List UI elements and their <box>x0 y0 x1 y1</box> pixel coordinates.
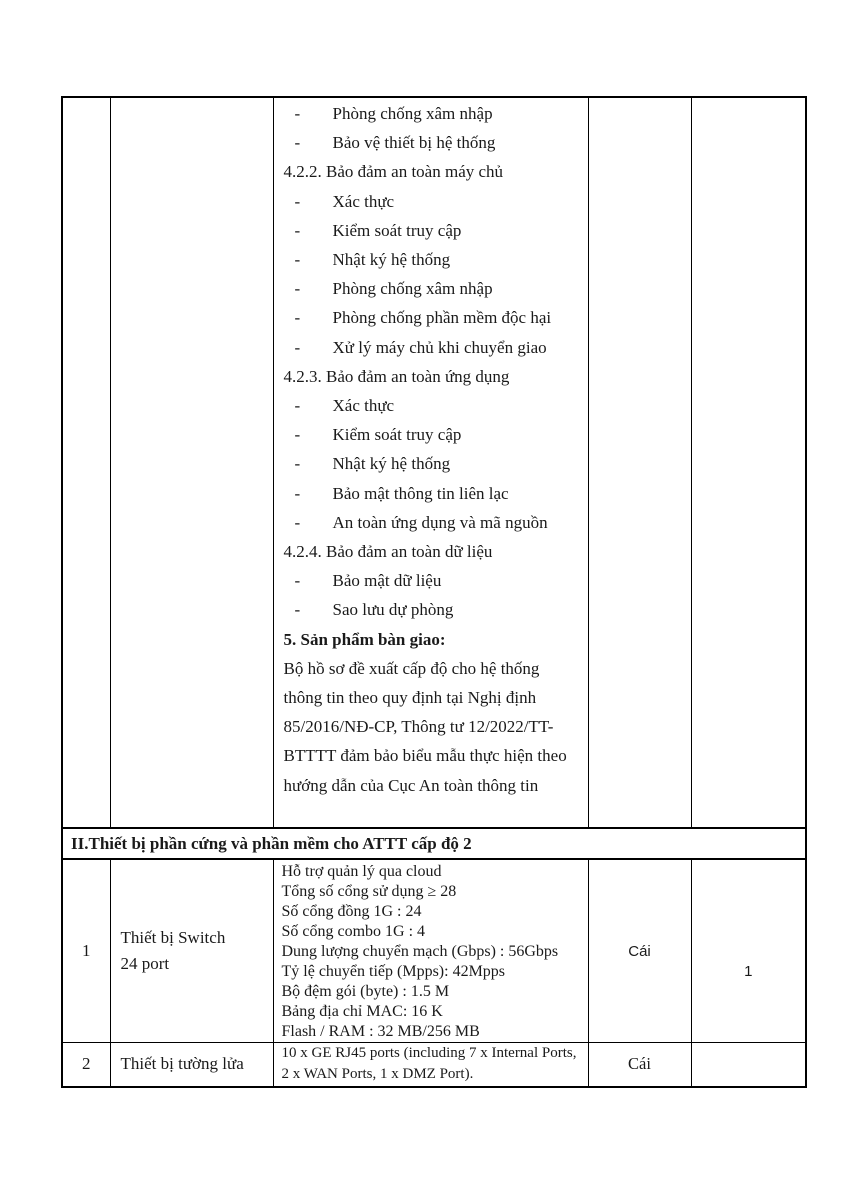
requirement-bullet: - Bảo vệ thiết bị hệ thống <box>274 128 588 157</box>
row1-qty-cell <box>691 859 806 1043</box>
spec-line: Số cổng đồng 1G : 24 <box>281 903 422 920</box>
spec-table <box>61 96 807 1088</box>
requirement-bullet: - Nhật ký hệ thống <box>274 245 588 274</box>
row1-specs-cell <box>273 859 588 1043</box>
bullet-dash: - <box>294 483 301 503</box>
requirement-bullet: - Xử lý máy chủ khi chuyển giao <box>274 333 588 362</box>
bullet-dash: - <box>294 454 301 474</box>
continuation-qty-cell <box>691 97 806 828</box>
spec-line: Bảng địa chỉ MAC: 16 K <box>281 1003 443 1020</box>
spec-line: Tổng số cổng sử dụng ≥ 28 <box>281 883 457 900</box>
requirement-bullet: - Xác thực <box>274 391 588 420</box>
requirement-bullet: - Phòng chống xâm nhập <box>274 99 588 128</box>
requirement-bullet: - An toàn ứng dụng và mã nguồn <box>274 508 588 537</box>
continuation-unit-cell <box>588 97 691 828</box>
requirement-bullet: - Kiểm soát truy cập <box>274 216 588 245</box>
section-title: II.Thiết bị phần cứng và phần mềm cho ATTT cấp độ 2 <box>71 834 472 853</box>
bullet-dash: - <box>294 133 301 153</box>
row2-stt: 2 <box>62 1043 110 1087</box>
bullet-dash: - <box>294 220 301 240</box>
spec-line: Số cổng combo 1G : 4 <box>281 923 426 940</box>
bullet-dash: - <box>294 104 301 123</box>
bullet-dash: - <box>294 571 301 591</box>
row2-desc: 10 x GE RJ45 ports (including 7 x Internal Ports, 2 x WAN Ports, 1 x DMZ Port). <box>281 1045 577 1083</box>
row2-unit: Cái <box>588 1043 691 1087</box>
spec-line: Bộ đệm gói (byte) : 1.5 M <box>281 983 450 1000</box>
requirement-bullet: - Sao lưu dự phòng <box>274 595 588 624</box>
bullet-dash: - <box>294 279 301 299</box>
row2-desc-cell <box>273 1043 588 1087</box>
requirements-list <box>274 98 588 827</box>
continuation-stt-cell <box>62 97 110 828</box>
row1-stt: 1 <box>62 859 110 1043</box>
continuation-name-cell <box>110 97 273 828</box>
deliverable-heading: 5. Sản phẩm bàn giao: <box>283 629 446 649</box>
requirement-bullet: - Bảo mật thông tin liên lạc <box>274 479 588 508</box>
requirement-bullet: - Phòng chống phần mềm độc hại <box>274 303 588 332</box>
continuation-desc-cell <box>273 97 588 828</box>
row2-name: Thiết bị tường lửa <box>120 1054 244 1074</box>
row1-name-cell <box>110 859 273 1043</box>
requirement-bullet: - Nhật ký hệ thống <box>274 449 588 478</box>
table-row <box>62 1043 806 1087</box>
bullet-dash: - <box>294 600 301 620</box>
requirement-heading: 4.2.4. Bảo đảm an toàn dữ liệu <box>283 542 493 562</box>
row2-name-cell <box>110 1043 273 1087</box>
requirement-bullet: - Phòng chống xâm nhập <box>274 274 588 303</box>
section-header-row <box>62 828 806 859</box>
row1-qty: 1 <box>744 962 753 980</box>
spec-line: Hỗ trợ quản lý qua cloud <box>281 863 442 880</box>
deliverable-paragraph: Bộ hồ sơ đề xuất cấp độ cho hệ thống thông tin theo quy định tại Nghị định 85/2016/NĐ-CP, Thông tư 12/2022/TT-BTTTT đảm bảo biểu mẫu thực hiện theo hướng dẫn của Cục An toàn thông tin <box>283 658 567 795</box>
bullet-dash: - <box>294 191 301 211</box>
bullet-dash: - <box>294 308 301 328</box>
spec-line: Tỷ lệ chuyển tiếp (Mpps): 42Mpps <box>281 963 506 980</box>
bullet-dash: - <box>294 250 301 270</box>
bullet-dash: - <box>294 425 301 445</box>
requirement-bullet: - Bảo mật dữ liệu <box>274 566 588 595</box>
spec-line: Dung lượng chuyển mạch (Gbps) : 56Gbps <box>281 943 559 960</box>
bullet-dash: - <box>294 512 301 532</box>
bullet-dash: - <box>294 337 301 357</box>
row1-name: Thiết bị Switch 24 port <box>120 928 226 973</box>
requirement-heading: 4.2.3. Bảo đảm an toàn ứng dụng <box>283 366 510 386</box>
row1-unit: Cái <box>588 859 691 1043</box>
requirement-heading: 4.2.2. Bảo đảm an toàn máy chủ <box>283 162 504 182</box>
continuation-row <box>62 97 806 828</box>
bullet-dash: - <box>294 396 301 416</box>
requirement-bullet: - Kiểm soát truy cập <box>274 420 588 449</box>
requirement-bullet: - Xác thực <box>274 187 588 216</box>
spec-line: Flash / RAM : 32 MB/256 MB <box>281 1023 480 1040</box>
row2-qty-cell <box>691 1043 806 1087</box>
section-header-cell <box>62 828 806 859</box>
table-row <box>62 859 806 1043</box>
